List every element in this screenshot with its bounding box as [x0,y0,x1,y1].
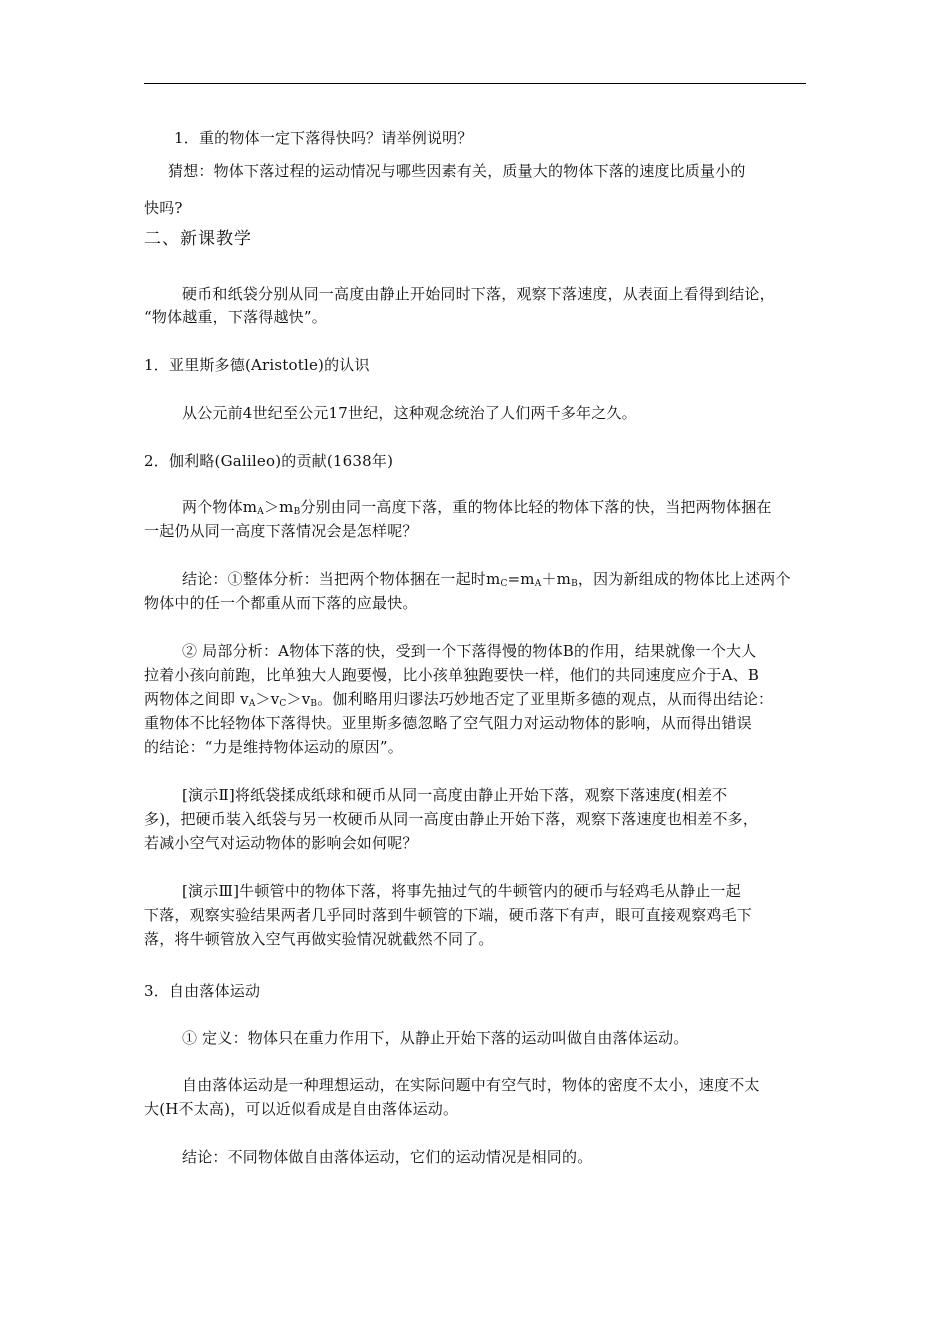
text: ＞v [255,690,280,708]
text: 两个物体m [182,498,258,516]
section-heading-new-lesson: 二、新课教学 [144,229,252,249]
subscript: A [534,579,542,589]
conclusion-1-line-1 [182,569,806,589]
demo-3-line-1: [演示Ⅲ]牛顿管中的物体下落，将事先抽过气的牛顿管内的硬币与轻鸡毛从静止一起 [182,882,741,900]
conclusion-1-line-2: 物体中的任一个都重从而下落的应最快。 [144,594,418,612]
text: 。伽利略用归谬法巧妙地否定了亚里斯多德的观点，从而得出结论： [317,690,774,708]
final-conclusion: 结论：不同物体做自由落体运动，它们的运动情况是相同的。 [182,1148,593,1166]
demo-3-line-2: 下落，观察实验结果两者几乎同时落到牛顿管的下端，硬币落下有声，眼可直接观察鸡毛下 [144,906,753,924]
intro-line-2: “物体越重，下落得越快”。 [144,308,327,326]
subheading-aristotle: 1．亚里斯多德(Aristotle)的认识 [144,356,370,374]
demo-2-line-1: [演示Ⅱ]将纸袋揉成纸球和硬币从同一高度由静止开始下落，观察下落速度(相差不 [182,786,728,804]
text: ，因为新组成的物体比上述两个 [577,570,791,588]
guess-line-2: 快吗? [144,199,183,217]
definition-text: ① 定义：物体只在重力作用下，从静止开始下落的运动叫做自由落体运动。 [182,1029,689,1047]
subscript: C [500,579,508,589]
aristotle-text: 从公元前4世纪至公元17世纪，这种观念统治了人们两千多年之久。 [182,404,637,422]
ideal-motion-line-2: 大(H不太高)，可以近似看成是自由落体运动。 [144,1100,459,1118]
subheading-free-fall: 3．自由落体运动 [144,982,261,1000]
text: ＞v [286,690,311,708]
header-rule [144,83,806,84]
intro-line-1: 硬币和纸袋分别从同一高度由静止开始同时下落，观察下落速度，从表面上看得到结论， [182,285,775,303]
subscript: A [248,699,256,709]
subscript: B [571,579,578,589]
conclusion-2-line-5: 的结论：“力是维持物体运动的原因”。 [144,738,403,756]
subscript: B [310,699,318,709]
conclusion-2-line-2: 拉着小孩向前跑，比单独大人跑要慢，比小孩单独跑要快一样，他们的共同速度应介于A、B [144,666,760,684]
demo-3-line-3: 落，将牛顿管放入空气再做实验情况就截然不同了。 [144,930,494,948]
text: 结论：①整体分析：当把两个物体捆在一起时m [182,570,501,588]
text: =m [507,570,535,588]
conclusion-2-line-3 [144,689,806,709]
question-1: 1．重的物体一定下落得快吗？请举例说明？ [174,129,473,147]
subscript: B [293,507,301,517]
conclusion-2-line-1: ② 局部分析：A物体下落的快，受到一个下落得慢的物体B的作用，结果就像一个大人 [182,642,757,660]
demo-2-line-3: 若减小空气对运动物体的影响会如何呢？ [144,834,418,852]
conclusion-2-line-4: 重物体不比轻物体下落得快。亚里斯多德忽略了空气阻力对运动物体的影响，从而得出错误 [144,714,753,732]
thought-experiment-line-1 [182,497,806,517]
ideal-motion-line-1: 自由落体运动是一种理想运动，在实际问题中有空气时，物体的密度不太小，速度不太 [182,1076,760,1094]
thought-experiment-line-2: 一起仍从同一高度下落情况会是怎样呢？ [144,522,418,540]
subscript: C [279,699,287,709]
subscript: A [257,507,264,517]
text: 两物体之间即 v [144,690,249,708]
guess-line-1: 猜想：物体下落过程的运动情况与哪些因素有关，质量大的物体下落的速度比质量小的 [168,162,746,180]
text: 分别由同一高度下落，重的物体比轻的物体下落的快，当把两物体捆在 [300,498,772,516]
text: ＞m [263,498,294,516]
demo-2-line-2: 多)，把硬币装入纸袋与另一枚硬币从同一高度由静止开始下落，观察下落速度也相差不多， [144,810,759,828]
subheading-galileo: 2．伽利略(Galileo)的贡献(1638年) [144,452,394,470]
text: ＋m [541,570,572,588]
